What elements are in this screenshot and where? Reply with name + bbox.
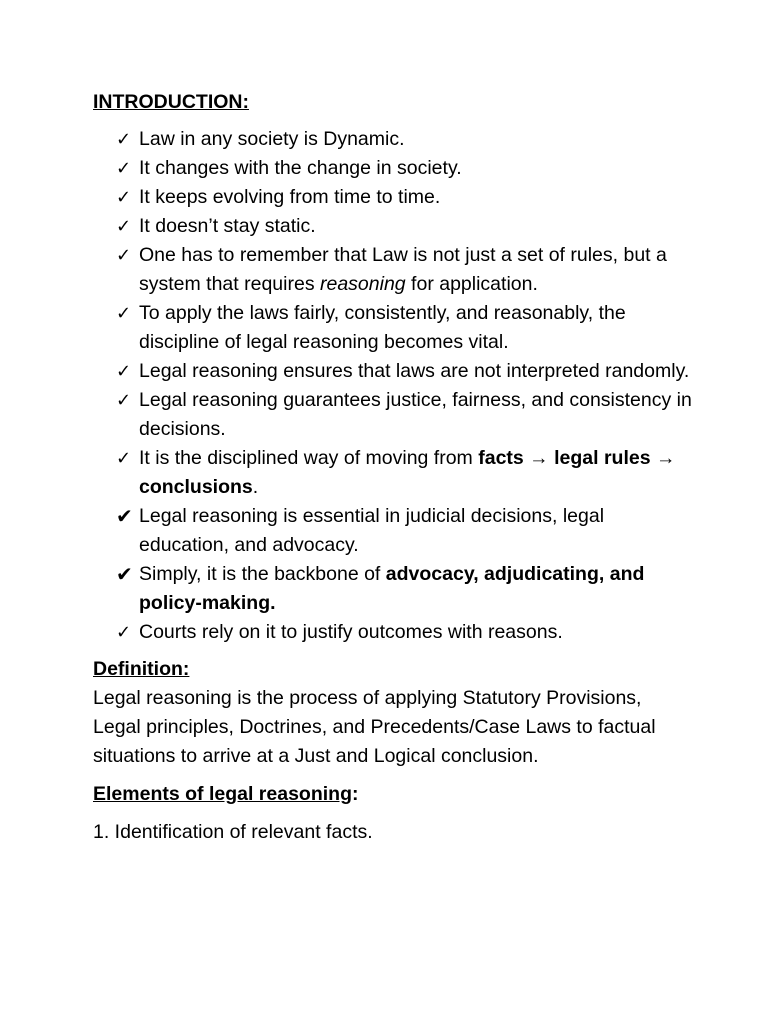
list-item (93, 618, 693, 647)
list-item (93, 444, 693, 502)
elements-heading-text: Elements of legal reasoning (93, 783, 352, 805)
list-item-text: It keeps evolving from time to time. (139, 186, 441, 208)
heavy-check-icon: ✔ (116, 562, 133, 586)
check-icon: ✓ (116, 129, 132, 150)
list-item-text-start: It is the disciplined way of moving from (139, 447, 479, 469)
introduction-heading: INTRODUCTION: (93, 91, 249, 113)
bold-text: facts → legal rules → conclusions (139, 447, 676, 498)
list-item-text-start: One has to remember that Law is not just a set of rules, but a system that requires (139, 244, 667, 295)
list-item-text: Legal reasoning guarantees justice, fairness, and consistency in decisions. (139, 389, 692, 440)
list-item (93, 241, 693, 299)
check-icon: ✓ (116, 187, 132, 208)
check-icon: ✓ (116, 448, 132, 469)
check-icon: ✓ (116, 158, 132, 179)
list-item (93, 125, 693, 154)
check-icon: ✓ (116, 245, 132, 266)
heavy-check-icon: ✔ (116, 504, 133, 528)
definition-body: Legal reasoning is the process of applying Statutory Provisions, Legal principles, Doctrines, and Precedents/Case Laws to factual situations to arrive at a Just and Logical conclusion. (93, 687, 656, 767)
list-item-text: Legal reasoning ensures that laws are not interpreted randomly. (139, 360, 690, 382)
definition-heading: Definition: (93, 658, 190, 680)
document-page (93, 88, 693, 847)
list-item-text: Courts rely on it to justify outcomes with reasons. (139, 621, 563, 643)
list-item-text: Legal reasoning is essential in judicial decisions, legal education, and advocacy. (139, 505, 605, 556)
bold-text: advocacy, adjudicating, and policy-making. (139, 563, 645, 614)
introduction-checklist (93, 125, 693, 647)
list-item (93, 154, 693, 183)
check-icon: ✓ (116, 361, 132, 382)
list-item (93, 212, 693, 241)
list-item-text-end: for application. (405, 273, 538, 295)
check-icon: ✓ (116, 390, 132, 411)
elements-heading (93, 780, 693, 809)
list-item (93, 357, 693, 386)
list-item-text: To apply the laws fairly, consistently, and reasonably, the discipline of legal reasoning becomes vital. (139, 302, 626, 353)
check-icon: ✓ (116, 216, 132, 237)
list-item-text-start: Simply, it is the backbone of (139, 563, 386, 585)
list-item (93, 386, 693, 444)
check-icon: ✓ (116, 303, 132, 324)
emphasis-text: reasoning (319, 273, 406, 295)
list-item-text-end: . (252, 476, 259, 498)
elements-heading-colon: : (351, 783, 359, 805)
list-item (93, 502, 693, 560)
list-item-text: Law in any society is Dynamic. (139, 128, 405, 150)
list-item-text: It changes with the change in society. (139, 157, 462, 179)
list-item (93, 299, 693, 357)
elements-list-item: 1. Identification of relevant facts. (93, 821, 373, 843)
check-icon: ✓ (116, 622, 132, 643)
list-item (93, 183, 693, 212)
list-item (93, 560, 693, 618)
list-item-text: It doesn’t stay static. (139, 215, 316, 237)
